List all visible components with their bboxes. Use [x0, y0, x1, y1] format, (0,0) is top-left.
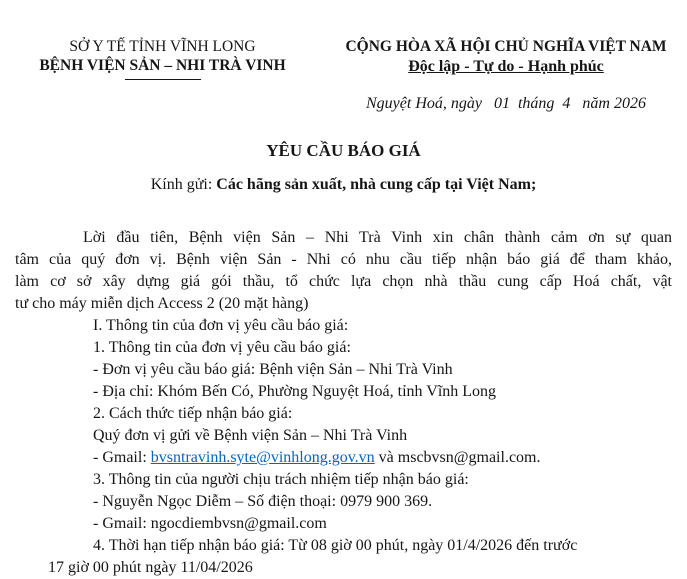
email-link[interactable]: bvsntravinh.syte@vinhlong.gov.vn [150, 449, 375, 466]
header-left-column [0, 37, 325, 80]
requesting-unit-line: - Đơn vị yêu cầu báo giá: Bệnh viện Sản – Nhi Trà Vinh [93, 361, 453, 378]
deadline-line-1: 4. Thời hạn tiếp nhận báo giá: Từ 08 giờ 00 phút, ngày 01/4/2026 đến trước [93, 537, 578, 554]
salutation-line [0, 174, 687, 196]
national-motto: Độc lập - Tự do - Hạnh phúc [408, 58, 604, 75]
gmail-secondary-address: và mscbvsn@gmail.com. [374, 449, 541, 466]
salutation-label: Kính gửi: [150, 176, 217, 193]
intro-line: làm cơ sở xây dựng giá gói thầu, tổ chức lựa chọn nhà thầu cung cấp Hoá chất, vật [15, 273, 672, 290]
intro-line: Lời đầu tiên, Bệnh viện Sản – Nhi Trà Vinh xin chân thành cảm ơn sự quan [83, 229, 672, 246]
organization-name: BỆNH VIỆN SẢN – NHI TRÀ VINH [39, 57, 286, 74]
contact-gmail-line: - Gmail: ngocdiembvsn@gmail.com [93, 515, 327, 532]
place-and-date: Nguyệt Hoá, ngày 01 tháng 4 năm 2026 [366, 95, 646, 112]
intro-line: tâm của quý đơn vị. Bệnh viện Sản - Nhi có nhu cầu tiếp nhận báo giá để tham khảo, [15, 251, 672, 268]
section-1-heading: I. Thông tin của đơn vị yêu cầu báo giá: [93, 317, 349, 334]
deadline-line-2: 17 giờ 00 phút ngày 11/04/2026 [48, 559, 253, 576]
document-header [0, 0, 687, 80]
intro-line: tư cho máy miễn dịch Access 2 (20 mặt hàng) [15, 295, 309, 312]
header-right-column [325, 37, 687, 80]
document-body [15, 227, 672, 579]
dateline-row [0, 94, 687, 113]
gmail-line [15, 447, 672, 469]
salutation-recipient: Các hãng sản xuất, nhà cung cấp tại Việt Nam; [216, 176, 537, 193]
section-2-heading: 2. Cách thức tiếp nhận báo giá: [93, 405, 293, 422]
section-1-subheading: 1. Thông tin của đơn vị yêu cầu báo giá: [93, 339, 351, 356]
contact-person-line: - Nguyễn Ngọc Diễm – Số điện thoại: 0979 900 369. [93, 493, 433, 510]
send-to-line: Quý đơn vị gửi về Bệnh viện Sản – Nhi Trà Vinh [93, 427, 408, 444]
organization-underline-rule [125, 79, 201, 80]
department-name: SỞ Y TẾ TỈNH VĨNH LONG [69, 38, 256, 55]
national-title: CỘNG HÒA XÃ HỘI CHỦ NGHĨA VIỆT NAM [345, 38, 667, 55]
document-title: YÊU CẦU BÁO GIÁ [266, 141, 421, 160]
gmail-label: - Gmail: [93, 449, 151, 466]
address-line: - Địa chỉ: Khóm Bến Có, Phường Nguyệt Hoá, tỉnh Vĩnh Long [93, 383, 497, 400]
section-3-heading: 3. Thông tin của người chịu trách nhiệm tiếp nhận báo giá: [93, 471, 469, 488]
